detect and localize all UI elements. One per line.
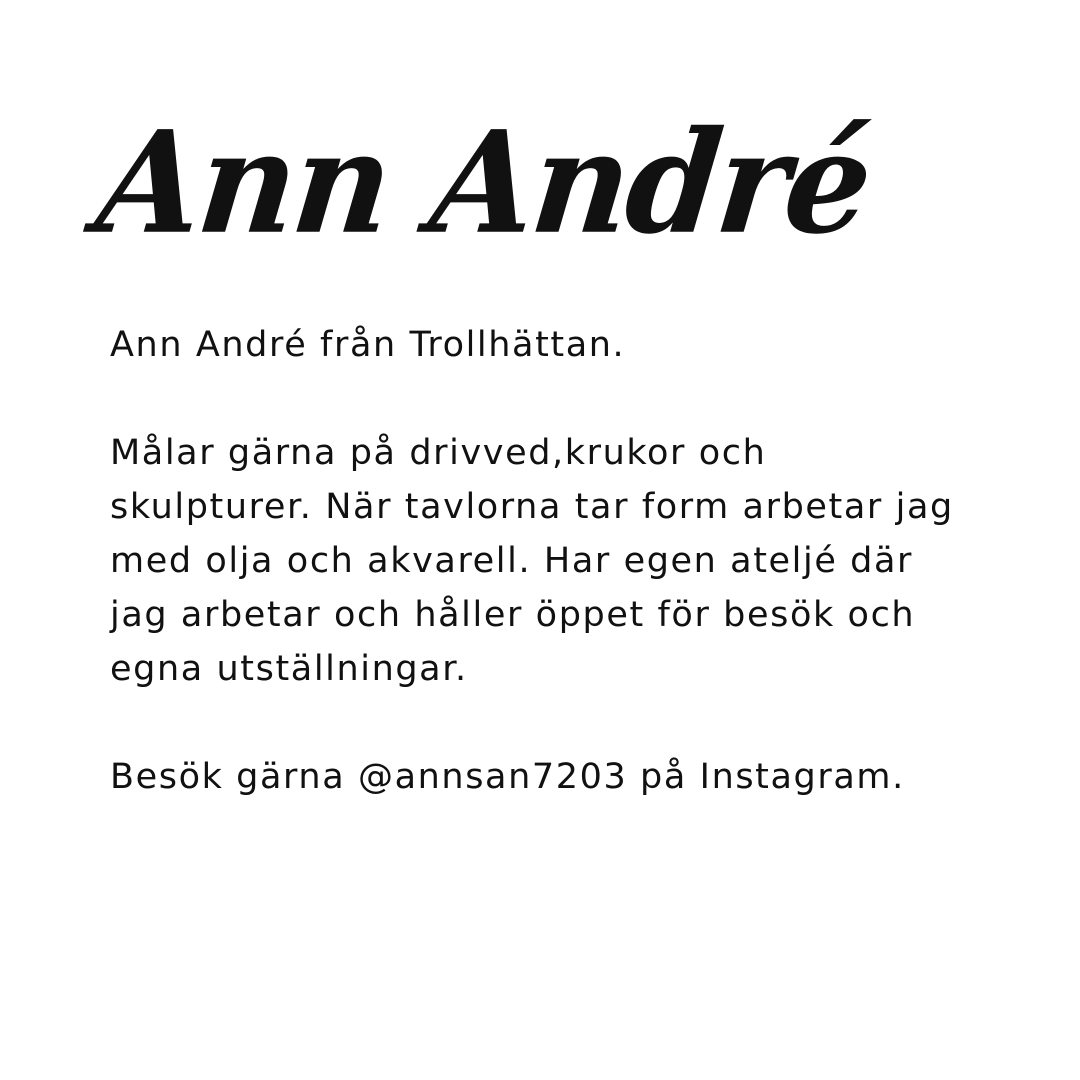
description-line: med olja och akvarell. Har egen ateljé där (110, 541, 914, 581)
description-line: skulpturer. När tavlorna tar form arbetar jag (110, 487, 954, 527)
intro-line: Ann André från Trollhättan. (110, 325, 626, 365)
instagram-note: Besök gärna @annsan7203 på Instagram. (110, 757, 905, 797)
description-line: egna utställningar. (110, 649, 468, 689)
description-line: jag arbetar och håller öppet för besök och (110, 595, 916, 635)
paragraph-gap (110, 372, 1010, 426)
description-line: Målar gärna på drivved,krukor och (110, 433, 767, 473)
bio-text (110, 318, 1010, 804)
page-title: Ann André (89, 99, 877, 266)
paragraph-gap (110, 696, 1010, 750)
